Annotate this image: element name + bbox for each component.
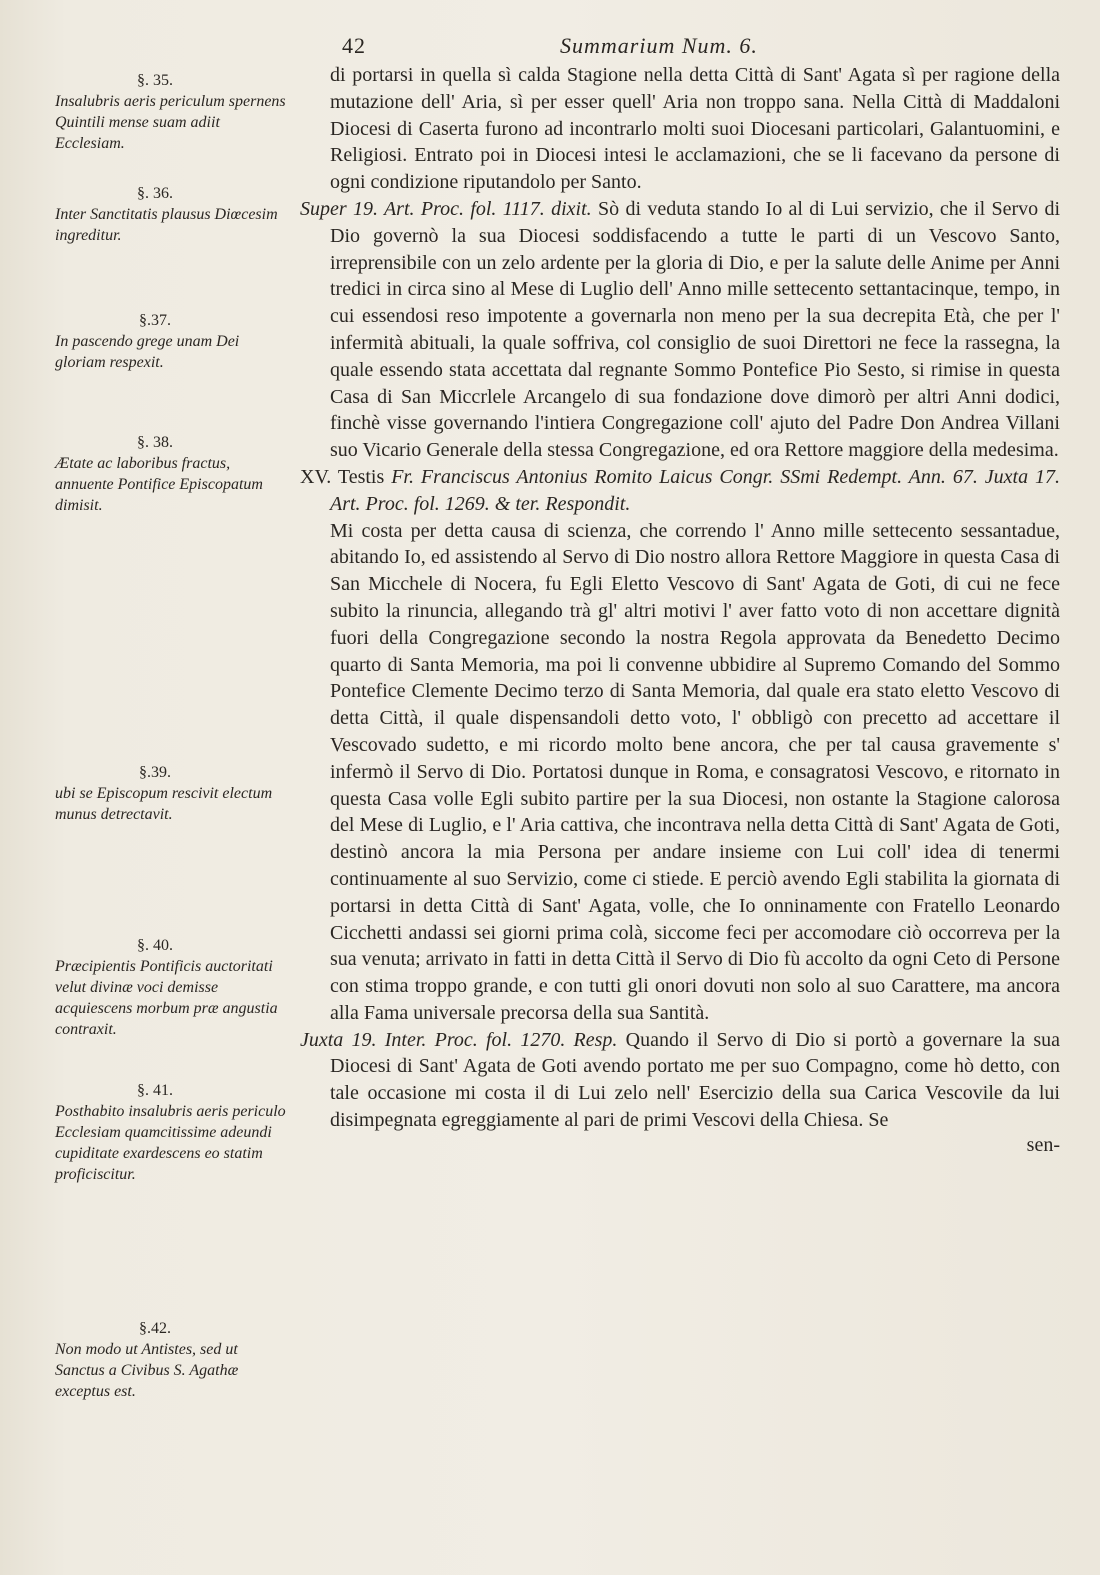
citation: Super 19. Art. Proc. fol. 1117. dixit. bbox=[300, 197, 592, 220]
margin-note-text: Inter Sanctitatis plausus Diœcesim ingreditur. bbox=[55, 206, 278, 244]
running-head bbox=[330, 33, 800, 59]
testimony-text: Sò di veduta stando Io al di Lui servizio, che il Servo di Dio governò la sua Diocesi soddisfacendo a tutte le parti di un Vescovo Santo, irreprensibile con un zelo ardente per la gloria di Dio, e per la salute delle Anime per Anni tredici in circa sino al Mese di Luglio dell' Anno mille settecento settantacinque, tempo, in cui essendosi reso impotente a governarla non meno per la sua decrepita Età, che per l' infermità abituali, la quale soffriva, col consiglio de suoi Direttori ne fece la rassegna, la quale essendo stata accettata dal regnante Sommo Pontefice Pio Sesto, si rimise in questa Casa di San Miccrlele Arcangelo di sua fondazione dove dimorò per altri Anni dodici, finchè visse governando l'intiera Congregazione coll' ajuto del Padre Don Andrea Villani suo Vicario Generale della stessa Congregazione, ed ora Rettore maggiore della medesima. bbox=[330, 197, 1061, 462]
margin-note-text: In pascendo grege unam Dei gloriam respexit. bbox=[55, 333, 240, 371]
witness-name: Fr. Franciscus Antonius Romito Laicus Congr. SSmi Redempt. Ann. 67. Juxta 17. Art. Proc. fol. 1269. & ter. Respondit. bbox=[330, 465, 1061, 515]
margin-note-35 bbox=[55, 70, 290, 154]
margin-note-41 bbox=[55, 1080, 290, 1185]
margin-note-42 bbox=[55, 1318, 290, 1402]
margin-note-39 bbox=[55, 762, 290, 825]
margin-note-text: Posthabito insalubris aeris periculo Ecclesiam quamcitissime adeundi cupiditate exardescens eo statim proficiscitur. bbox=[55, 1103, 286, 1183]
margin-section-number: §.39. bbox=[139, 764, 171, 781]
margin-section-number: §.42. bbox=[139, 1320, 171, 1337]
testimony-paragraph: Mi costa per detta causa di scienza, che correndo l' Anno mille settecento sessantadue, abitando Io, ed assistendo al Servo di Dio nostro allora Rettore Maggiore in questa Casa di San Micchele di Nocera, fu Egli Eletto Vescovo di Sant' Agata de Goti, di cui ne fece subito la rinuncia, allegando trà gl' altri motivi l' aver fatto voto di non accettare dignità fuori della Congregazione secondo la nostra Regola approvata da Benedetto Decimo quarto di Santa Memoria, ma poi li convenne ubbidire al Supremo Comando del Sommo Pontefice Clemente Decimo terzo di Santa Memoria, dal quale era stato eletto Vescovo di detta Città, il quale dispensandoli detto voto, l' obbligò con precetto ad accettare il Vescovado sudetto, e mi ricordo molto bene ancora, che per tal causa gravemente s' infermò il Servo di Dio. Portatosi dunque in Roma, e consagratosi Vescovo, e ritornato in questa Casa volle Egli subito partire per la sua Diocesi, non ostante la Stagione calorosa del Mese di Luglio, e l' Aria cattiva, che incontrava nella detta Città di Sant' Agata de Goti, destinò ancora la mia Persona per andare insieme con Lui coll' idea di tenermi continuamente al suo Servizio, come ci stiede. E perciò avendo Egli stabilita la giornata di portarsi in detta Città di Sant' Agata, volle, che Io onninamente con Fratello Leonardo Cicchetti andassi sei giorni prima colà, siccome feci per accomodare ciò occorreva per la sua venuta; arrivato in fatti in detta Città il Servo di Dio fù accolto da ogni Ceto di Persone con stima troppo grande, e con tutti gli onori dovuti non solo al suo Carattere, ma ancora alla Fama universale precorsa della sua Santità. bbox=[330, 519, 1060, 1024]
catchword: sen- bbox=[1026, 1133, 1060, 1156]
margin-note-36 bbox=[55, 183, 290, 246]
testimony-paragraph bbox=[300, 1027, 1060, 1134]
margin-section-number: §. 41. bbox=[137, 1082, 173, 1099]
margin-note-40 bbox=[55, 935, 290, 1040]
margin-note-text: Præcipientis Pontificis auctoritati velut divinæ voci demisse acquiescens morbum præ angustia contraxit. bbox=[55, 958, 278, 1038]
margin-section-number: §.37. bbox=[139, 312, 171, 329]
margin-note-37 bbox=[55, 310, 290, 373]
page-number: 42 bbox=[342, 33, 366, 58]
margin-note-38 bbox=[55, 432, 290, 516]
margin-note-text: ubi se Episcopum rescivit electum munus detrectavit. bbox=[55, 785, 273, 823]
margin-section-number: §. 36. bbox=[137, 185, 173, 202]
margin-note-text: Non modo ut Antistes, sed ut Sanctus a Civibus S. Agathæ exceptus est. bbox=[55, 1341, 239, 1400]
testimony-text: Quando il Servo di Dio si portò a governare la sua Diocesi di Sant' Agata de Goti avendo portato me per suo Compagno, come hò detto, con tale occasione mi costa il di Lui zelo nell' Esercizio della sua Carica Vescovile da lui disimpegnata egreggiamente al pari de primi Vescovi della Chiesa. Se bbox=[330, 1028, 1060, 1132]
margin-section-number: §. 38. bbox=[137, 434, 173, 451]
margin-section-number: §. 35. bbox=[137, 72, 173, 89]
witness-heading bbox=[300, 464, 1060, 518]
margin-section-number: §. 40. bbox=[137, 937, 173, 954]
main-text bbox=[300, 62, 1060, 1159]
paragraph-continuation: di portarsi in quella sì calda Stagione nella detta Città di Sant' Agata sì per ragione della mutazione dell' Aria, sì per esser quell' Aria non troppo sana. Nella Città di Maddaloni Diocesi di Caserta furono ad incontrarlo molti suoi Diocesani particolari, Galantuomini, e Religiosi. Entrato poi in Diocesi intesi le acclamazioni, che se li facevano da persone di ogni condizione riputandolo per Santo. bbox=[330, 64, 1060, 194]
witness-number: XV. Testis bbox=[300, 465, 385, 488]
testimony-paragraph bbox=[300, 196, 1060, 464]
running-title: Summarium Num. 6. bbox=[560, 33, 758, 58]
margin-note-text: Ætate ac laboribus fractus, annuente Pontifice Episcopatum dimisit. bbox=[55, 455, 263, 514]
citation: Juxta 19. Inter. Proc. fol. 1270. Resp. bbox=[300, 1028, 618, 1051]
margin-note-text: Insalubris aeris periculum spernens Quintili mense suam adiit Ecclesiam. bbox=[55, 93, 286, 152]
